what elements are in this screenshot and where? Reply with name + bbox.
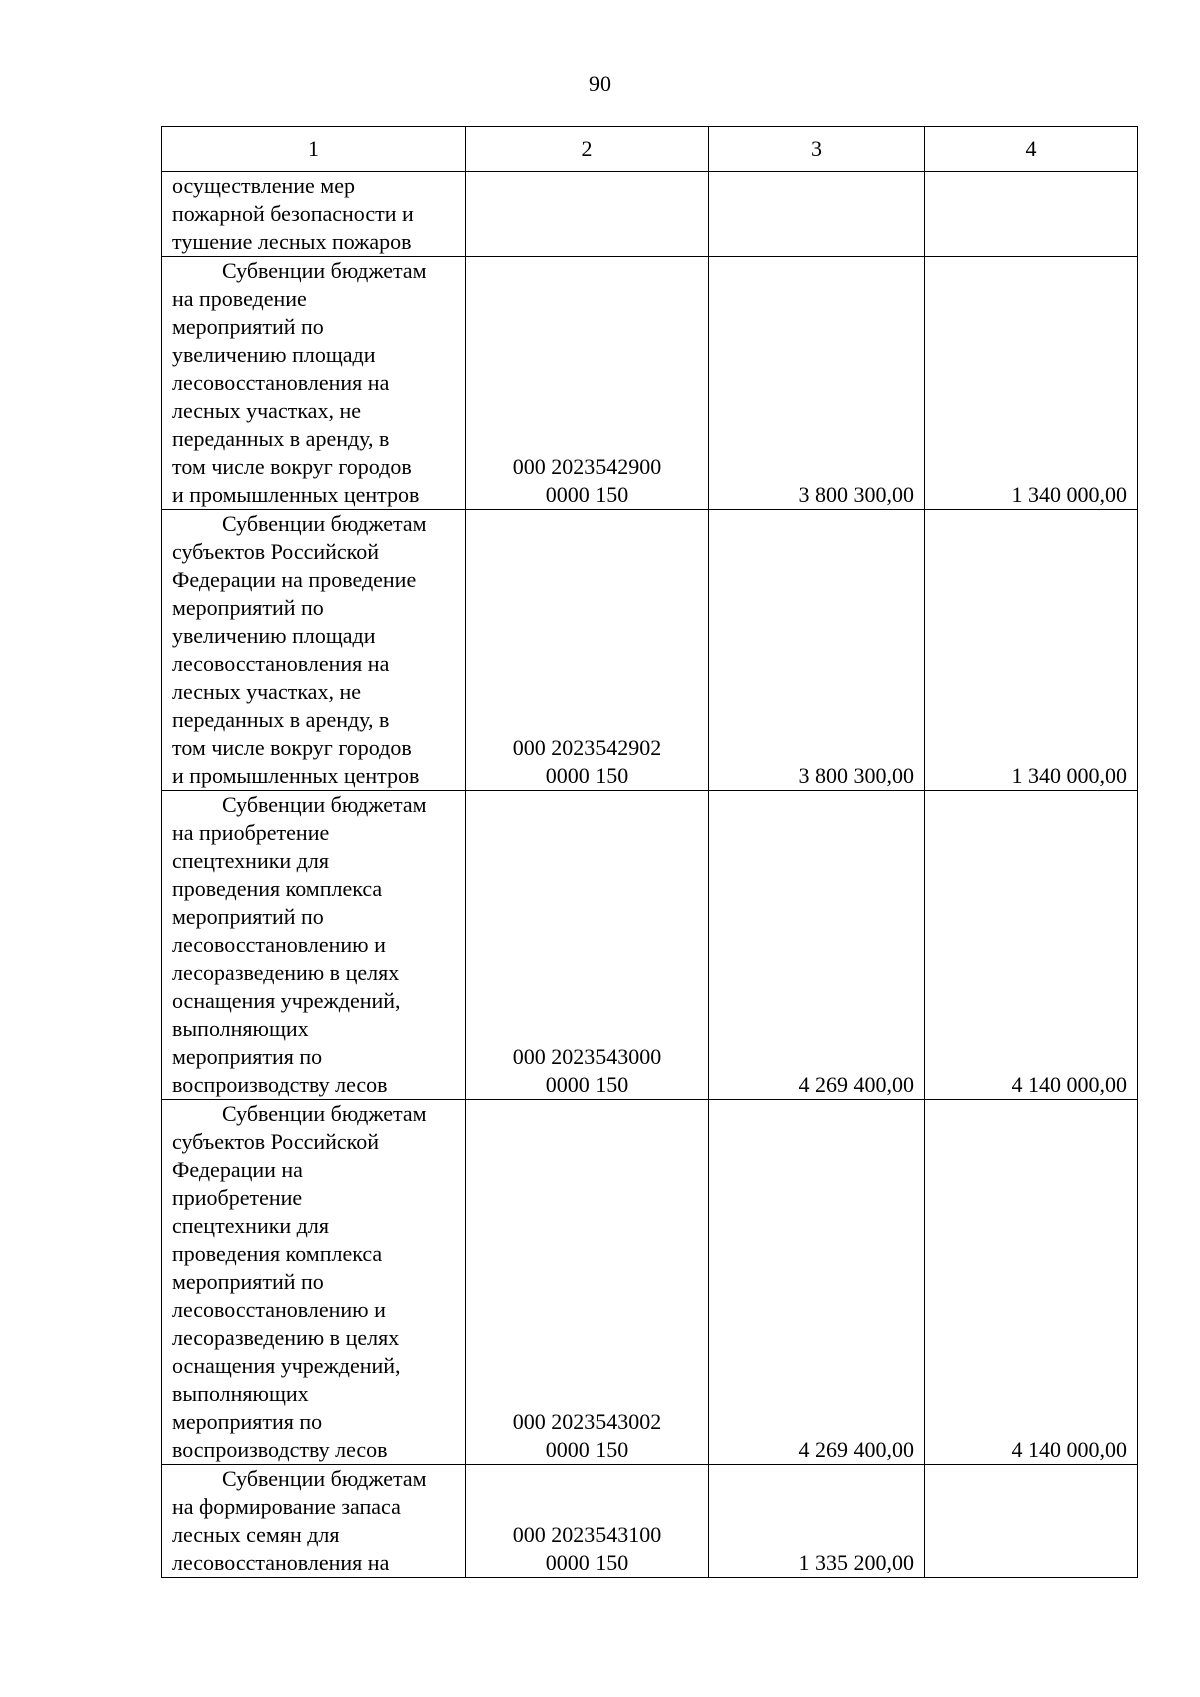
row-amount-col4 — [925, 172, 1138, 257]
row-description — [162, 510, 466, 791]
row-description-text: Субвенции бюджетам на приобретение спецтехники для проведения комплекса мероприятий по лесовосстановлению и лесоразведению в целях оснащения учреждений, выполняющих мероприятия по воспроизводству лесов — [172, 792, 427, 1097]
table-header-row — [162, 127, 1138, 172]
row-code: 000 2023543000 0000 150 — [466, 791, 709, 1100]
row-code: 000 2023542900 0000 150 — [466, 257, 709, 510]
row-amount-col3 — [709, 172, 925, 257]
row-amount-col4: 4 140 000,00 — [925, 1100, 1138, 1465]
table-row — [162, 1100, 1138, 1465]
row-description — [162, 791, 466, 1100]
row-code: 000 2023543002 0000 150 — [466, 1100, 709, 1465]
row-amount-col4: 1 340 000,00 — [925, 257, 1138, 510]
page-number: 90 — [589, 71, 611, 96]
row-amount-col3: 4 269 400,00 — [709, 791, 925, 1100]
row-description-text: Субвенции бюджетам на проведение мероприятий по увеличению площади лесовосстановления на лесных участках, не переданных в аренду, в том числе вокруг городов и промышленных центров — [172, 258, 427, 507]
header-col-2: 2 — [466, 127, 709, 172]
row-amount-col3: 3 800 300,00 — [709, 510, 925, 791]
row-description-text: Субвенции бюджетам субъектов Российской Федерации на проведение мероприятий по увеличению площади лесовосстановления на лесных участках, не переданных в аренду, в том числе вокруг городов и промышленных центров — [172, 511, 427, 788]
row-amount-col4 — [925, 1465, 1138, 1578]
row-description-text: Субвенции бюджетам на формирование запаса лесных семян для лесовосстановления на — [172, 1466, 427, 1575]
table-row — [162, 1465, 1138, 1578]
row-description — [162, 257, 466, 510]
table-row — [162, 510, 1138, 791]
header-col-4: 4 — [925, 127, 1138, 172]
row-amount-col3: 1 335 200,00 — [709, 1465, 925, 1578]
budget-table — [161, 126, 1138, 1578]
row-code — [466, 172, 709, 257]
row-amount-col3: 4 269 400,00 — [709, 1100, 925, 1465]
row-amount-col4: 1 340 000,00 — [925, 510, 1138, 791]
header-col-3: 3 — [709, 127, 925, 172]
header-col-1: 1 — [162, 127, 466, 172]
row-code: 000 2023543100 0000 150 — [466, 1465, 709, 1578]
table-row — [162, 791, 1138, 1100]
row-code: 000 2023542902 0000 150 — [466, 510, 709, 791]
row-amount-col3: 3 800 300,00 — [709, 257, 925, 510]
row-amount-col4: 4 140 000,00 — [925, 791, 1138, 1100]
row-description: осуществление мер пожарной безопасности и тушение лесных пожаров — [162, 172, 466, 257]
row-description — [162, 1465, 466, 1578]
row-description — [162, 1100, 466, 1465]
table-row — [162, 257, 1138, 510]
table-row — [162, 172, 1138, 257]
row-description-text: Субвенции бюджетам субъектов Российской Федерации на приобретение спецтехники для проведения комплекса мероприятий по лесовосстановлению и лесоразведению в целях оснащения учреждений, выполняющих мероприятия по воспроизводству лесов — [172, 1101, 427, 1462]
